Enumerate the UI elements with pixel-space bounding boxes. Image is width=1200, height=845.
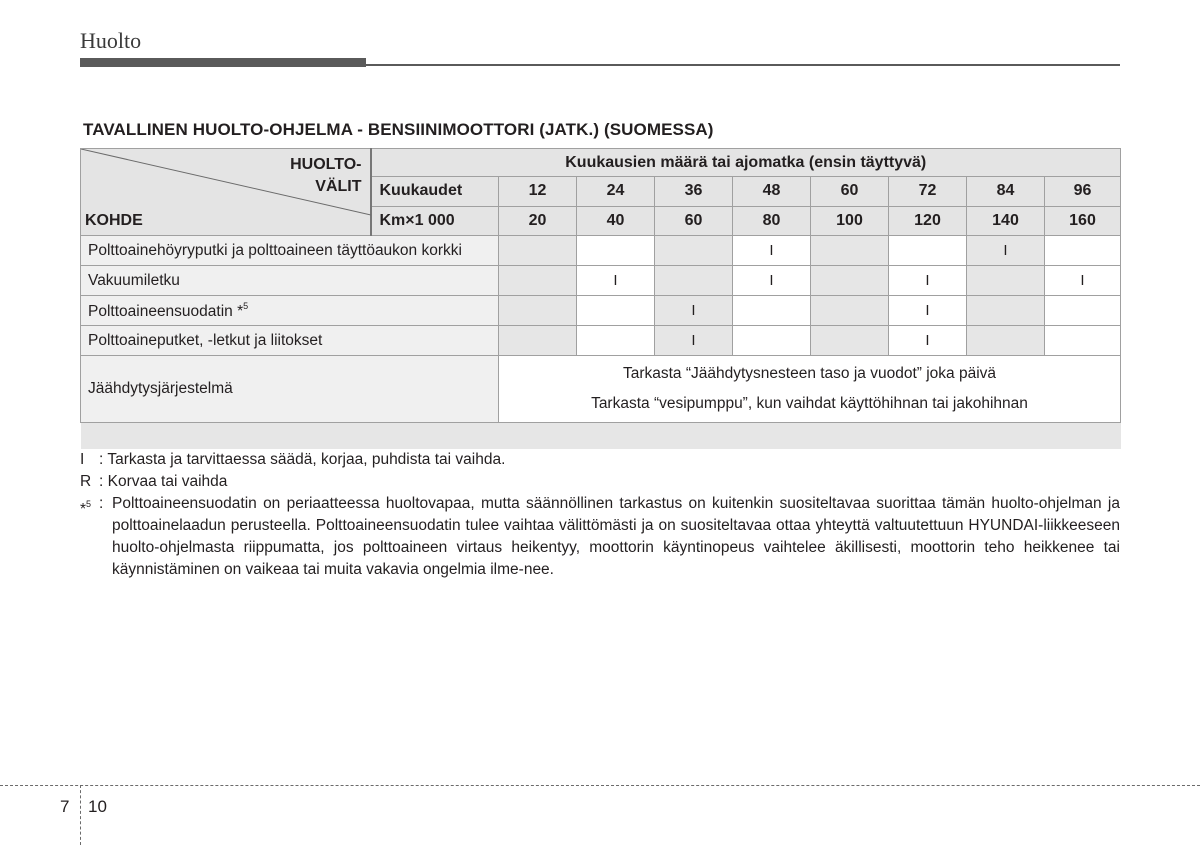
mark-cell — [499, 296, 577, 326]
mark-cell: I — [733, 236, 811, 266]
km-header: 140 — [967, 206, 1045, 235]
km-header: 160 — [1045, 206, 1121, 235]
km-header: 60 — [655, 206, 733, 235]
mark-cell — [499, 326, 577, 356]
row-item-label: Polttoainehöyryputki ja polttoaineen täyttöaukon korkki — [81, 236, 499, 266]
month-header: 60 — [811, 177, 889, 206]
table-footer-strip — [81, 423, 1121, 450]
mark-cell — [1045, 326, 1121, 356]
page-separator — [0, 785, 1200, 786]
mark-cell: I — [1045, 266, 1121, 296]
km-header: 80 — [733, 206, 811, 235]
mark-cell — [499, 266, 577, 296]
row-item-label: Polttoaineputket, -letkut ja liitokset — [81, 326, 499, 356]
legend-key: I — [80, 451, 85, 468]
legend-item-r — [80, 471, 1120, 493]
table-row — [81, 296, 1121, 326]
mark-cell — [577, 236, 655, 266]
month-header: 96 — [1045, 177, 1121, 206]
legend — [80, 449, 1120, 581]
legend-colon: : — [99, 495, 104, 512]
mark-cell: I — [655, 326, 733, 356]
header-rule-thin — [366, 64, 1120, 66]
mark-cell — [1045, 236, 1121, 266]
mark-cell — [499, 236, 577, 266]
legend-text: : Korvaa tai vaihda — [99, 473, 228, 490]
interval-caption: Kuukausien määrä tai ajomatka (ensin täyttyvä) — [371, 149, 1121, 177]
corner-label-top: HUOLTO- — [290, 156, 362, 173]
table-title: TAVALLINEN HUOLTO-OHJELMA - BENSIINIMOOTTORI (JATK.) (SUOMESSA) — [83, 120, 714, 139]
mark-cell — [811, 296, 889, 326]
mark-cell: I — [889, 296, 967, 326]
mark-cell — [967, 296, 1045, 326]
row-item-label: Vakuumiletku — [81, 266, 499, 296]
mark-cell — [655, 236, 733, 266]
table-row-cooling — [81, 356, 1121, 423]
mark-cell: I — [967, 236, 1045, 266]
km-header: 100 — [811, 206, 889, 235]
mark-cell: I — [577, 266, 655, 296]
mark-cell — [811, 326, 889, 356]
mark-cell: I — [655, 296, 733, 326]
month-header: 12 — [499, 177, 577, 206]
mark-cell — [655, 266, 733, 296]
mark-cell — [967, 266, 1045, 296]
header-rule-thick — [80, 58, 366, 67]
month-header: 24 — [577, 177, 655, 206]
row-item-label: Polttoaineensuodatin * — [88, 302, 244, 320]
km-label: Km×1 000 — [371, 206, 499, 235]
mark-cell — [733, 326, 811, 356]
page-number-divider — [80, 785, 81, 845]
chapter-number: 7 — [60, 797, 70, 816]
legend-footnote-text: Polttoaineensuodatin on periaatteessa huoltovapaa, mutta säännöllinen tarkastus on kuitenkin suositeltavaa suorittaa tämän huolto-ohjelman ja polttoainelaadun perusteella. Polttoaineensuodatin tulee vaihtaa välittömästi ja on suositeltavaa ottaa yhteyttä valtuutettuun HYUNDAI-liikkeeseen huolto-ohjelmasta riippumatta, jos polttoaineen virtaus heikentyy, moottorin käyntinopeus vaihtelee äkillisesti, moottorin teho heikkenee tai käynnistäminen on vaikeaa tai muita vakavia ongelmia ilme-nee. — [112, 495, 1120, 578]
mark-cell: I — [733, 266, 811, 296]
corner-label-mid: VÄLIT — [315, 178, 362, 195]
table-row — [81, 266, 1121, 296]
row-item-cell — [81, 296, 499, 326]
cooling-notes — [499, 356, 1121, 423]
km-header: 120 — [889, 206, 967, 235]
maintenance-schedule-table — [80, 148, 1121, 449]
mark-cell — [733, 296, 811, 326]
km-header: 20 — [499, 206, 577, 235]
mark-cell: I — [889, 326, 967, 356]
months-label: Kuukaudet — [371, 177, 499, 206]
legend-footnote — [80, 493, 1120, 581]
table-row — [81, 326, 1121, 356]
month-header: 48 — [733, 177, 811, 206]
legend-item-i — [80, 449, 1120, 471]
mark-cell — [577, 326, 655, 356]
footnote-marker: 5 — [243, 300, 249, 311]
mark-cell — [889, 236, 967, 266]
legend-text: : Tarkasta ja tarvittaessa säädä, korjaa, puhdista tai vaihda. — [99, 451, 506, 468]
mark-cell: I — [889, 266, 967, 296]
corner-label-bottom: KOHDE — [85, 212, 143, 229]
table-row — [81, 236, 1121, 266]
table-corner-cell — [81, 149, 371, 236]
row-item-label: Jäähdytysjärjestelmä — [81, 356, 499, 423]
km-header: 40 — [577, 206, 655, 235]
month-header: 84 — [967, 177, 1045, 206]
month-header: 36 — [655, 177, 733, 206]
section-title: Huolto — [80, 28, 142, 53]
mark-cell — [811, 236, 889, 266]
legend-key: *$^5$ — [80, 499, 92, 518]
page-number: 10 — [88, 797, 107, 816]
mark-cell — [967, 326, 1045, 356]
mark-cell — [577, 296, 655, 326]
cooling-note-daily: Tarkasta “Jäähdytysnesteen taso ja vuodot” joka päivä — [622, 365, 997, 382]
month-header: 72 — [889, 177, 967, 206]
cooling-note-pump: Tarkasta “vesipumppu”, kun vaihdat käyttöhihnan tai jakohihnan — [591, 395, 1028, 412]
mark-cell — [811, 266, 889, 296]
legend-key: R — [80, 473, 92, 490]
mark-cell — [1045, 296, 1121, 326]
